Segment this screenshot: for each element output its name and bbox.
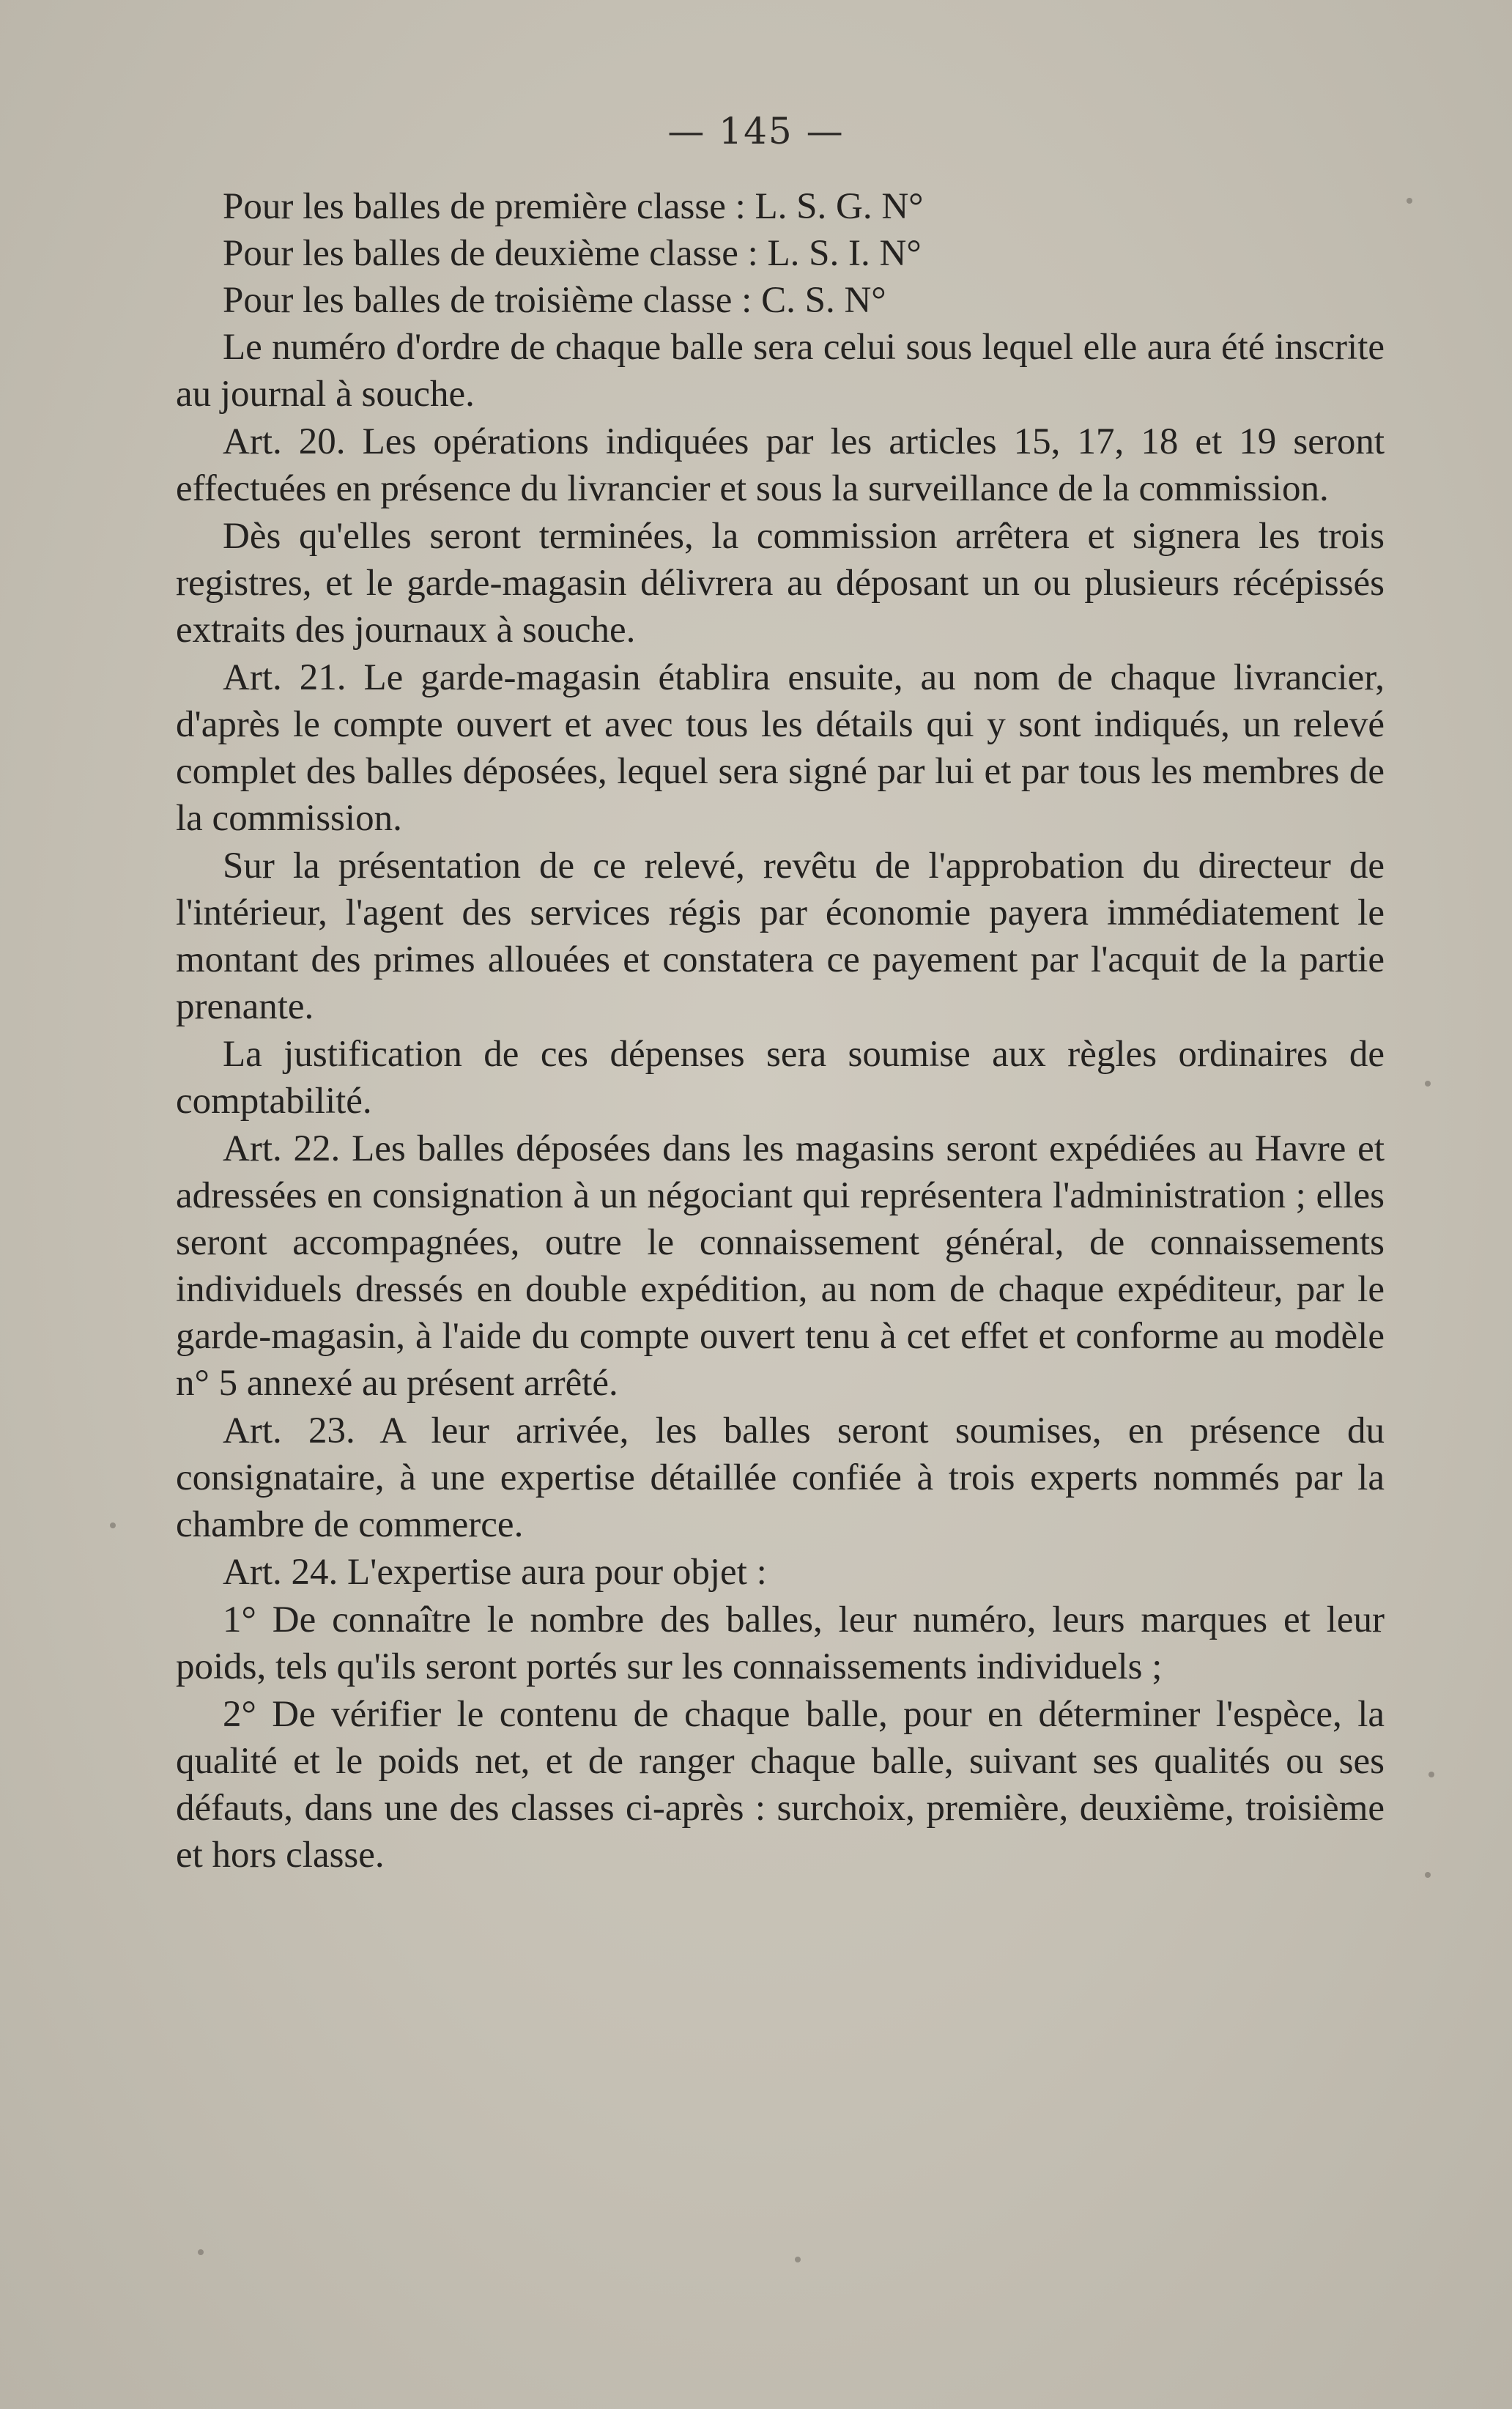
page-number: — 145 — (667, 110, 845, 152)
paper-speck (1425, 1872, 1431, 1878)
paragraph-art-24: Art. 24. L'expertise aura pour objet : (223, 1552, 767, 1593)
paper-speck (198, 2249, 204, 2255)
paragraph-art-20: Art. 20. Les opérations indiquées par les articles 15, 17, 18 et 19 seront effectuées en présence du livrancier et sous la surveillance de la commission. (176, 421, 1385, 509)
paper-speck (110, 1522, 116, 1528)
paragraph-art-23: Art. 23. A leur arrivée, les balles seront soumises, en présence du consignataire, à une expertise détaillée confiée à trois experts nommés par la chambre de commerce. (176, 1410, 1385, 1545)
class-line-second: Pour les balles de deuxième classe : L. S. I. N° (223, 233, 922, 274)
paper-speck (1425, 1081, 1431, 1087)
paper-speck (1428, 1772, 1434, 1777)
class-line-third: Pour les balles de troisième classe : C. S. N° (223, 280, 886, 321)
body-text (176, 183, 1385, 1879)
paragraph-numero-ordre: Le numéro d'ordre de chaque balle sera celui sous lequel elle aura été inscrite au journal à souche. (176, 327, 1385, 415)
paragraph-art-21: Art. 21. Le garde-magasin établira ensuite, au nom de chaque livrancier, d'après le compte ouvert et avec tous les détails qui y sont indiqués, un relevé complet des balles déposées, lequel sera signé par lui et par tous les membres de la commission. (176, 657, 1385, 839)
paragraph-des-qu-elles: Dès qu'elles seront terminées, la commission arrêtera et signera les trois registres, et le garde-magasin délivrera au déposant un ou plusieurs récépissés extraits des journaux à souche. (176, 516, 1385, 651)
class-line-first: Pour les balles de première classe : L. S. G. N° (223, 186, 924, 227)
paragraph-justification: La justification de ces dépenses sera soumise aux règles ordinaires de comptabilité. (176, 1034, 1385, 1122)
paragraph-presentation-releve: Sur la présentation de ce relevé, revêtu de l'approbation du directeur de l'intérieur, l'agent des services régis par économie payera immédiatement le montant des primes allouées et constatera ce payement par l'acquit de la partie prenante. (176, 845, 1385, 1027)
paper-speck (795, 2257, 801, 2262)
paragraph-art-22: Art. 22. Les balles déposées dans les magasins seront expédiées au Havre et adressées en consignation à un négociant qui représentera l'administration ; elles seront accompagnées, outre le connaissement général, de connaissements individuels dressés en double expédition, au nom de chaque expéditeur, par le garde-magasin, à l'aide du compte ouvert tenu à cet effet et conforme au modèle n° 5 annexé au présent arrêté. (176, 1128, 1385, 1404)
paper-speck (1407, 198, 1412, 204)
paragraph-item-2: 2° De vérifier le contenu de chaque balle, pour en déterminer l'espèce, la qualité et le poids net, et de ranger chaque balle, suivant ses qualités ou ses défauts, dans une des classes ci-après : surchoix, première, deuxième, troisième et hors classe. (176, 1694, 1385, 1876)
paragraph-item-1: 1° De connaître le nombre des balles, leur numéro, leurs marques et leur poids, tels qu'ils seront portés sur les connaissements individuels ; (176, 1599, 1385, 1687)
